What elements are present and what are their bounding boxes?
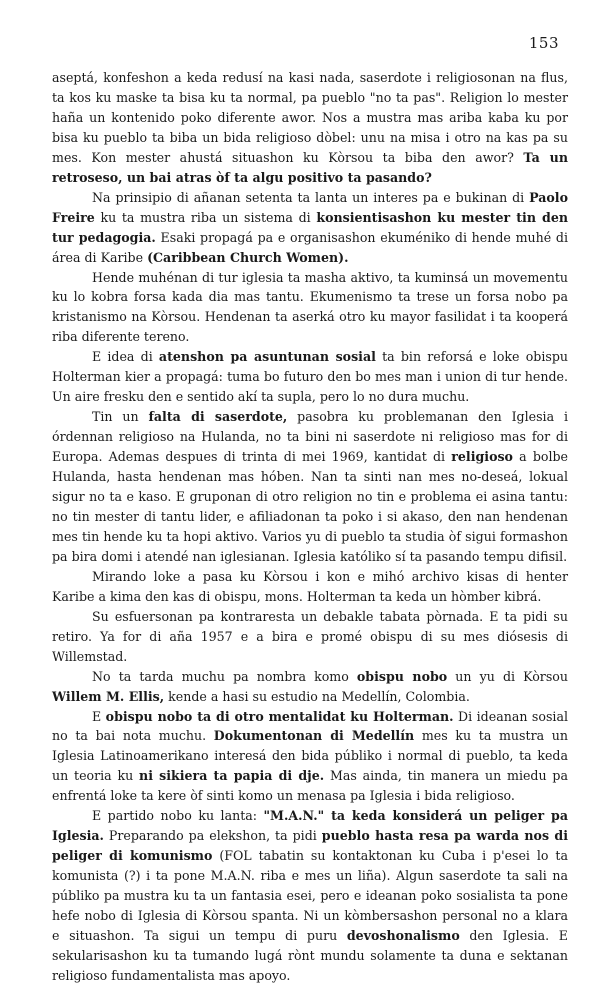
paragraph [52, 707, 568, 807]
emphasis-text: obispu nobo [356, 668, 448, 684]
emphasis-text: ni sikiera ta papia di dje. [139, 768, 325, 784]
emphasis-text: Willem M. Ellis, [52, 688, 165, 704]
text-run: ku ta mustra riba un sistema di [94, 209, 317, 225]
text-run: Mas ainda, tin manera un miedu pa enfrentá loke ta kere òf sinti komo un menasa pa Iglesia i bida religioso. [52, 768, 568, 804]
emphasis-text: Ta un retroseso, un bai atras òf ta algu positivo ta pasando? [52, 149, 568, 185]
emphasis-text: devoshonalismo [346, 927, 460, 943]
emphasis-text: atenshon pa asuntunan sosial [158, 349, 376, 365]
emphasis-text: falta di saserdote, [148, 409, 288, 425]
emphasis-text: religioso [451, 449, 513, 465]
paragraph [52, 188, 568, 268]
text-run: Preparando pa elekshon, ta pidi [103, 828, 322, 844]
text-run: pasobra ku problemanan den Iglesia i órdennan religioso na Hulanda, no ta bini ni saserdote ni religioso mas for di Europa. Ademas despues di trinta di mei 1969, kantidat di [52, 409, 568, 465]
text-run: (FOL tabatin su kontaktonan ku Cuba i p'esei lo ta komunista (?) i ta pone M.A.N. riba e mes un liña). Algun saserdote ta sali na públiko pa mustra ku ta un fantasia esei, pero e ideanan poko sosialista ta pone hefe nobo di Iglesia di Kòrsou spanta. Ni un kòmbersashon personal no a klara e situashon. Ta sigui un tempu di puru [52, 848, 568, 943]
emphasis-text: (Caribbean Church Women). [147, 249, 349, 265]
text-run: E [92, 708, 106, 724]
emphasis-text: Dokumentonan di Medellín [213, 728, 415, 744]
text-run: Di ideanan sosial no ta bai nota muchu. [52, 708, 568, 744]
emphasis-text: pueblo hasta resa pa warda nos di peliger di komunismo [52, 828, 568, 864]
page-number: 153 [528, 34, 559, 52]
emphasis-text: Paolo Freire [52, 189, 568, 225]
emphasis-text: konsientisashon ku mester tin den tur pedagogia. [52, 209, 568, 245]
text-run: Su esfuersonan pa kontraresta un debakle tabata pòrnada. E ta pidi su retiro. Ya for di aña 1957 e a bira e promé obispu di su mes diósesis di Willemstad. [52, 608, 568, 664]
text-run: Tin un [92, 409, 149, 425]
text-run: Na prinsipio di añanan setenta ta lanta un interes pa e bukinan di [92, 189, 530, 205]
text-run: Mirando loke a pasa ku Kòrsou i kon e mihó archivo kisas di henter Karibe a kima den kas di obispu, mons. Holterman ta keda un hòmber kibrá. [52, 568, 568, 604]
text-run: aseptá, konfeshon a keda redusí na kasi nada, saserdote i religiosonan na flus, ta kos ku maske ta bisa ku ta normal, pa pueblo "no ta pas". Religion lo mester haña un kontenido poko diferente awor. Nos a mustra mas ariba kaba ku por bisa ku pueblo ta biba un bida religioso dòbel: unu na misa i otro na kas pa su mes. Kon mester ahustá situashon ku Kòrsou ta biba den awor? [52, 70, 568, 165]
text-run: E partido nobo ku lanta: [92, 808, 264, 824]
emphasis-text: obispu nobo ta di otro mentalidat ku Holterman. [105, 708, 454, 724]
text-run: ta bin reforsá e loke obispu Holterman kier a propagá: tuma bo futuro den bo mes man i union di tur hende. Un aire fresku den e sentido akí ta supla, pero lo no dura muchu. [52, 349, 568, 405]
text-run: kende a hasi su estudio na Medellín, Colombia. [164, 688, 470, 704]
paragraph [52, 567, 568, 607]
paragraph [52, 268, 568, 348]
paragraph [52, 607, 568, 667]
text-run: No ta tarda muchu pa nombra komo [92, 668, 357, 684]
paragraph [52, 667, 568, 707]
emphasis-text: "M.A.N." ta keda konsiderá un peliger pa Iglesia. [52, 808, 568, 844]
paragraph [52, 407, 568, 567]
text-run: den Iglesia. E sekularisashon ku ta tumando lugá rònt mundu solamente ta duna e sektanan religioso fundamentalista mas apoyo. [52, 927, 568, 983]
body-text [52, 68, 568, 986]
text-run: a bolbe Hulanda, hasta hendenan mas hóben. Nan ta sinti nan mes no-deseá, lokual sigur no ta e kaso. E gruponan di otro religion no tin e problema ei asina tantu: no tin mester di tantu lider, e afiliadonan ta poko i si akaso, den nan hendenan mes tin hende ku ta hopi aktivo. Varios yu di pueblo ta studia òf sigui formashon pa bira domi i atendé nan iglesianan. Iglesia katóliko sí ta pasando tempu difisil. [52, 449, 569, 564]
text-run: E idea di [92, 349, 159, 365]
paragraph [52, 806, 568, 986]
text-run: Esaki propagá pa e organisashon ekuméniko di hende muhé di área di Karibe [52, 229, 568, 265]
paragraph [52, 68, 568, 188]
paragraph [52, 347, 568, 407]
text-run: Hende muhénan di tur iglesia ta masha aktivo, ta kuminsá un movementu ku lo kobra forsa kada dia mas tantu. Ekumenismo ta trese un forsa nobo pa kristanismo na Kòrsou. Hendenan ta aserká otro ku mayor fasilidat i ta kooperá riba diferente tereno. [52, 269, 568, 345]
text-run: mes ku ta mustra un Iglesia Latinoamerikano interesá den bida públiko i normal di pueblo, ta keda un teoria ku [52, 728, 568, 784]
text-run: un yu di Kòrsou [447, 668, 568, 684]
